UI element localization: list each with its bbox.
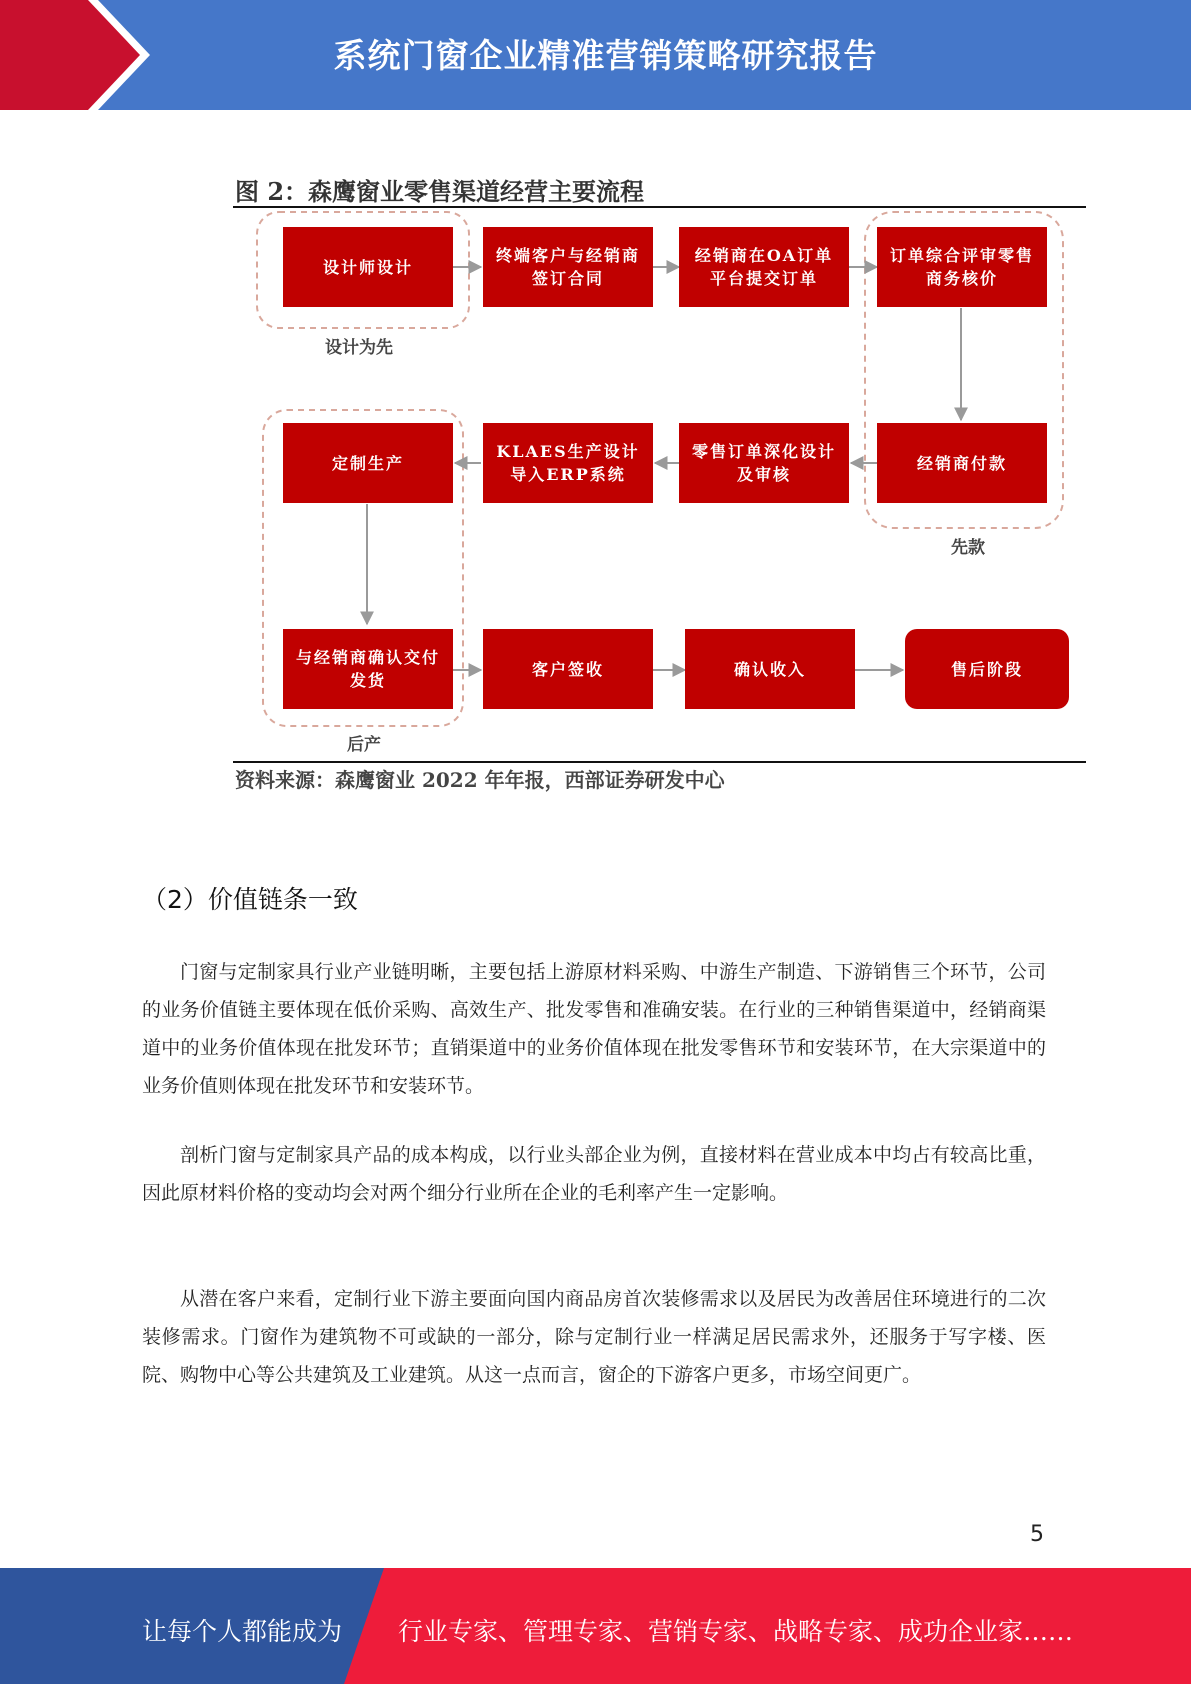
figure-title: 图 2：森鹰窗业零售渠道经营主要流程 (235, 177, 645, 206)
paragraph: 门窗与定制家具行业产业链明晰，主要包括上游原材料采购、中游生产制造、下游销售三个环节，公司的业务价值链主要体现在低价采购、高效生产、批发零售和准确安装。在行业的三种销售渠道中，经销商渠道中的业务价值体现在批发环节；直销渠道中的业务价值体现在批发零售环节和安装环节，在大宗渠道中的业务价值则体现在批发环节和安装环节。 (142, 961, 1046, 1097)
paragraph: 从潜在客户来看，定制行业下游主要面向国内商品房首次装修需求以及居民为改善居住环境进行的二次装修需求。门窗作为建筑物不可或缺的一部分，除与定制行业一样满足居民需求外，还服务于写字楼、医院、购物中心等公共建筑及工业建筑。从这一点而言，窗企的下游客户更多，市场空间更广。 (142, 1288, 1046, 1386)
step-designer-design: 设计师设计 (283, 227, 453, 307)
step-custom-production: 定制生产 (283, 423, 453, 503)
step-erp-import: KLAES生产设计导入ERP系统 (483, 423, 653, 503)
step-order-review: 订单综合评审零售商务核价 (877, 227, 1047, 307)
figure-bottom-rule (233, 761, 1086, 763)
process-figure (233, 160, 1086, 800)
group-label-production-after: 后产 (347, 735, 381, 755)
step-dealer-payment: 经销商付款 (877, 423, 1047, 503)
step-submit-order: 经销商在OA订单平台提交订单 (679, 227, 849, 307)
step-confirm-delivery: 与经销商确认交付发货 (283, 629, 453, 709)
step-customer-signoff: 客户签收 (483, 629, 653, 709)
section-heading: （2）价值链条一致 (142, 885, 358, 914)
footer-slogan-right: 行业专家、管理专家、营销专家、战略专家、成功企业家…… (398, 1617, 1074, 1646)
group-label-design-first: 设计为先 (325, 338, 393, 358)
page-header (0, 0, 1191, 110)
report-title: 系统门窗企业精准营销策略研究报告 (333, 36, 878, 75)
group-label-payment-first: 先款 (951, 538, 985, 558)
step-deepen-design: 零售订单深化设计及审核 (679, 423, 849, 503)
step-after-sales: 售后阶段 (905, 629, 1069, 709)
footer-slogan-left: 让每个人都能成为 (142, 1617, 343, 1646)
page-number: 5 (1030, 1522, 1044, 1547)
figure-source: 资料来源：森鹰窗业 2022 年年报，西部证券研发中心 (235, 768, 725, 792)
paragraph: 剖析门窗与定制家具产品的成本构成，以行业头部企业为例，直接材料在营业成本中均占有较高比重，因此原材料价格的变动均会对两个细分行业所在企业的毛利率产生一定影响。 (142, 1144, 1046, 1204)
step-confirm-revenue: 确认收入 (685, 629, 855, 709)
step-sign-contract: 终端客户与经销商签订合同 (483, 227, 653, 307)
